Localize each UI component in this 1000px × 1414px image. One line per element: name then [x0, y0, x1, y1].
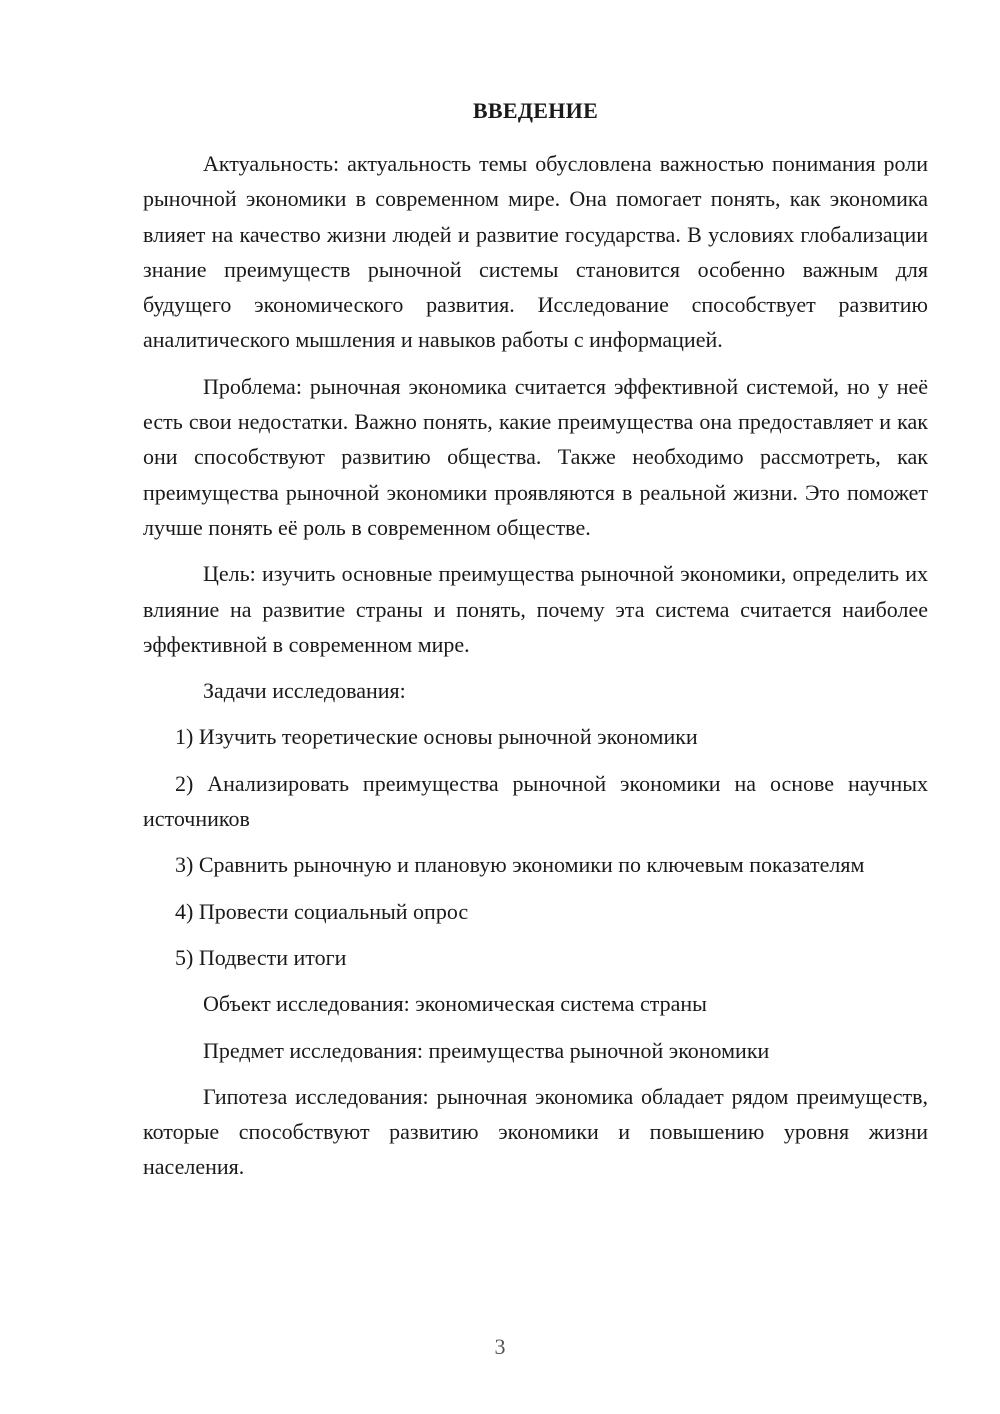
research-hypothesis: Гипотеза исследования: рыночная экономика обладает рядом преимуществ, которые способствуют развитию экономики и повышению уровня жизни населения. [143, 1083, 928, 1180]
task-item-2: 2) Анализировать преимущества рыночной экономики на основе научных источников [143, 770, 928, 832]
tasks-heading: Задачи исследования: [203, 678, 406, 704]
task-item-4: 4) Провести социальный опрос [175, 898, 469, 924]
page-number: 3 [494, 1334, 506, 1359]
relevance-paragraph: Актуальность: актуальность темы обусловлена важностью понимания роли рыночной экономики в современном мире. Она помогает понять, как экономика влияет на качество жизни людей и развитие государства. В условиях глобализации знание преимуществ рыночной системы становится особенно важным для будущего экономического развития. Исследование способствует развитию аналитического мышления и навыков работы с информацией. [143, 151, 928, 353]
research-object: Объект исследования: экономическая система страны [203, 991, 707, 1017]
page-title: ВВЕДЕНИЕ [472, 98, 599, 123]
task-item-1: 1) Изучить теоретические основы рыночной экономики [175, 724, 698, 750]
task-item-3: 3) Сравнить рыночную и плановую экономики по ключевым показателям [175, 852, 865, 878]
problem-paragraph: Проблема: рыночная экономика считается эффективной системой, но у неё есть свои недостатки. Важно понять, какие преимущества она предоставляет и как они способствуют развитию общества. Также необходимо рассмотреть, как преимущества рыночной экономики проявляются в реальной жизни. Это поможет лучше понять её роль в современном обществе. [143, 373, 928, 540]
document-body [143, 96, 928, 1185]
goal-paragraph: Цель: изучить основные преимущества рыночной экономики, определить их влияние на развитие страны и понять, почему эта система считается наиболее эффективной в современном мире. [143, 561, 928, 657]
task-item-5: 5) Подвести итоги [175, 944, 347, 970]
research-subject: Предмет исследования: преимущества рыночной экономики [203, 1037, 770, 1063]
